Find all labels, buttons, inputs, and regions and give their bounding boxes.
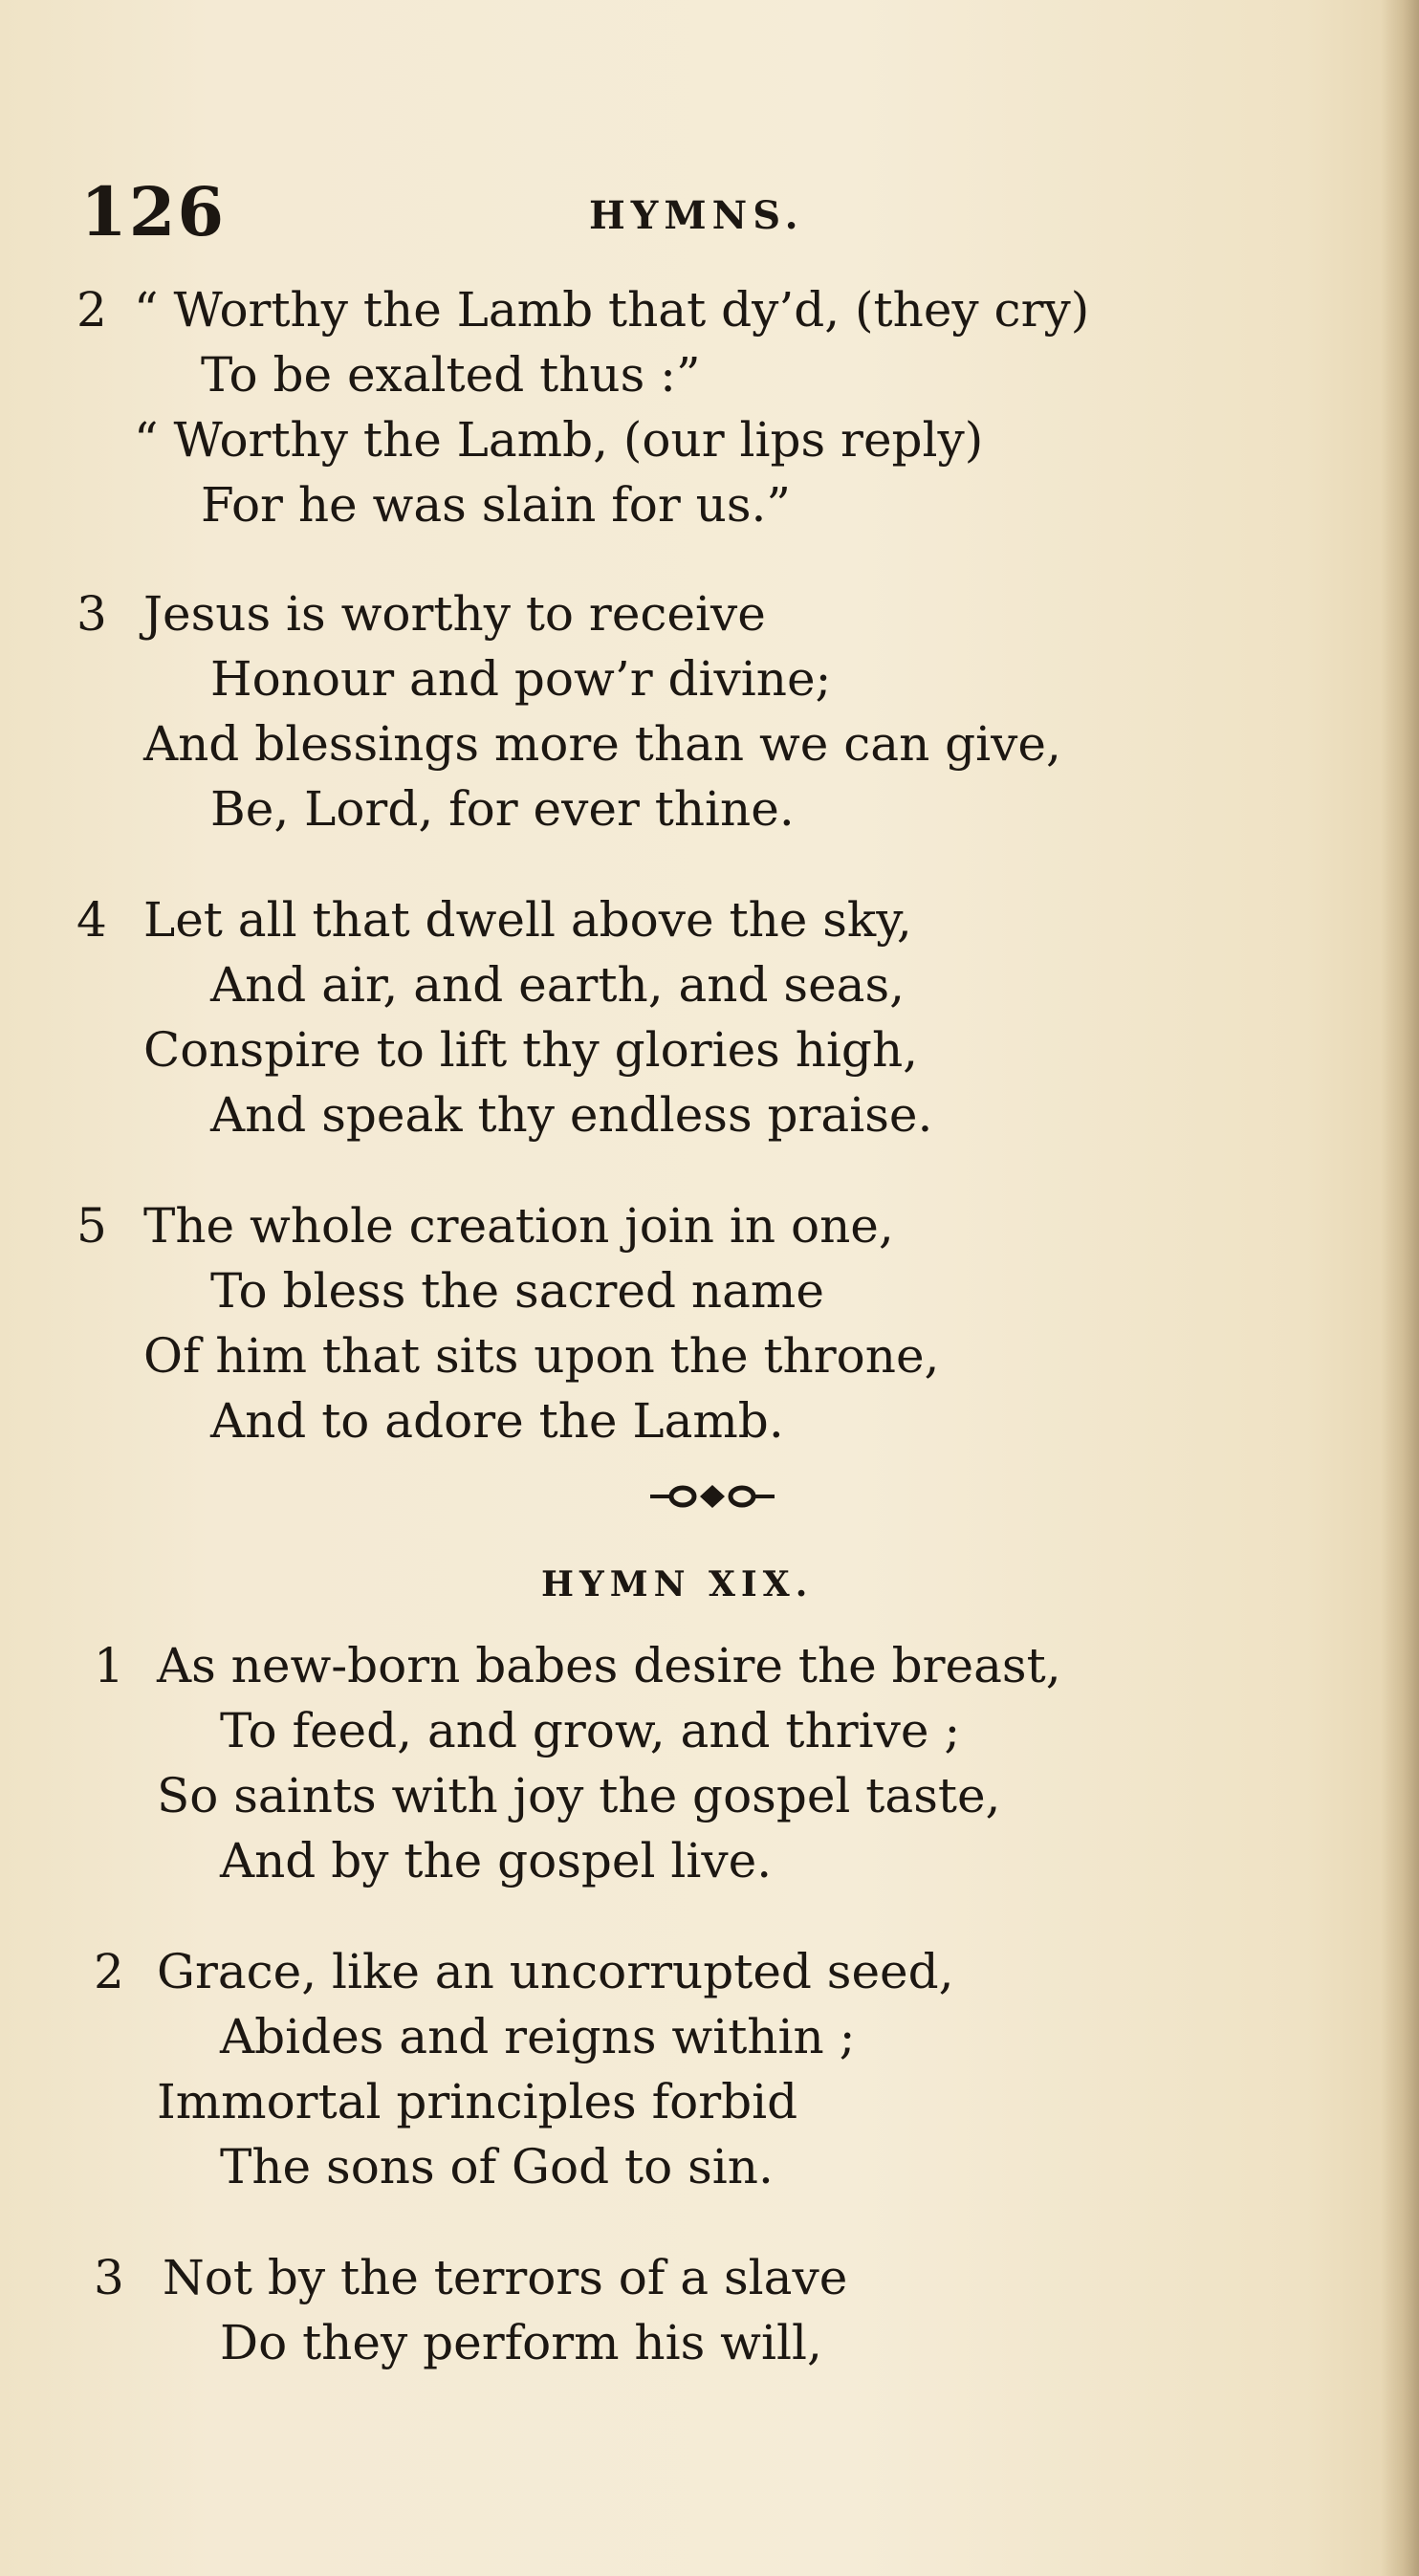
verse-line <box>76 1388 1339 1453</box>
verse-text: Of him that sits upon the throne, <box>143 1328 940 1384</box>
stanza <box>76 887 1339 1147</box>
verse-line <box>76 2069 1339 2134</box>
verse-text: And to adore the Lamb. <box>210 1393 784 1449</box>
stanza <box>76 1633 1339 1893</box>
stanza-number: 4 <box>76 892 107 948</box>
verse-text: Abides and reigns within ; <box>220 2009 856 2064</box>
verse-text: Immortal principles forbid <box>157 2074 798 2129</box>
verse-line <box>76 1193 1339 1258</box>
verse-line <box>76 581 1339 646</box>
page-number: 126 <box>80 172 227 251</box>
stanza-number: 3 <box>76 586 107 642</box>
page-header <box>80 172 1276 249</box>
stanza-number: 5 <box>76 1198 107 1254</box>
verse-text: To bless the sacred name <box>210 1263 824 1319</box>
hymn-title: HYMN XIX. <box>541 1564 814 1605</box>
verse-text: Honour and pow’r divine; <box>210 651 832 707</box>
verse-line <box>76 776 1339 841</box>
verse-line <box>76 2004 1339 2069</box>
verse-line <box>76 407 1339 472</box>
verse-line <box>76 2310 1339 2375</box>
verse-text: “ Worthy the Lamb, (our lips reply) <box>134 412 984 468</box>
verse-text: Not by the terrors of a slave <box>163 2250 848 2305</box>
verse-line <box>76 342 1339 407</box>
verse-text: To be exalted thus :” <box>201 347 701 403</box>
verse-text: Jesus is worthy to receive <box>143 586 766 642</box>
verse-text: Do they perform his will, <box>220 2315 822 2370</box>
verse-text: Grace, like an uncorrupted seed, <box>157 1944 954 1999</box>
verse-text: The whole creation join in one, <box>143 1198 894 1254</box>
verse-text: And speak thy endless praise. <box>210 1087 933 1143</box>
verse-line <box>76 1258 1339 1323</box>
verse-text: Be, Lord, for ever thine. <box>210 781 795 837</box>
verse-line <box>76 1763 1339 1828</box>
verse-text: As new-born babes desire the breast, <box>157 1638 1061 1693</box>
running-head: HYMNS. <box>589 193 804 238</box>
verse-line <box>76 1323 1339 1388</box>
verse-line <box>76 1828 1339 1893</box>
stanza <box>76 2245 1339 2375</box>
verse-line <box>76 472 1339 537</box>
verse-text: And air, and earth, and seas, <box>210 957 906 1013</box>
stanza <box>76 581 1339 841</box>
verse-line <box>76 2245 1339 2310</box>
verse-line <box>76 1633 1339 1698</box>
stanza-number: 2 <box>94 1944 124 1999</box>
verse-text: Conspire to lift thy glories high, <box>143 1022 919 1078</box>
verse-line <box>76 646 1339 711</box>
verse-line <box>76 1939 1339 2004</box>
stanza-number: 2 <box>76 282 107 338</box>
verse-text: For he was slain for us.” <box>201 477 791 533</box>
ornament-divider-icon <box>650 1477 775 1516</box>
verse-text: “ Worthy the Lamb that dy’d, (they cry) <box>134 282 1090 338</box>
stanza-number: 3 <box>94 2250 124 2305</box>
stanza <box>76 1939 1339 2199</box>
verse-line <box>76 277 1339 342</box>
stanza <box>76 277 1339 537</box>
verse-line <box>76 887 1339 952</box>
page-edge-shadow <box>1381 0 1419 2576</box>
verse-line <box>76 2134 1339 2199</box>
verse-line <box>76 1082 1339 1147</box>
verse-text: Let all that dwell above the sky, <box>143 892 912 948</box>
verse-text: The sons of God to sin. <box>220 2139 774 2194</box>
verse-text: And by the gospel live. <box>220 1833 773 1888</box>
stanza <box>76 1193 1339 1453</box>
verse-line <box>76 711 1339 776</box>
stanza-number: 1 <box>94 1638 124 1693</box>
verse-line <box>76 952 1339 1017</box>
verse-line <box>76 1017 1339 1082</box>
verse-text: So saints with joy the gospel taste, <box>157 1768 1001 1823</box>
verse-text: To feed, and grow, and thrive ; <box>220 1703 961 1758</box>
verse-text: And blessings more than we can give, <box>143 716 1061 772</box>
verse-line <box>76 1698 1339 1763</box>
